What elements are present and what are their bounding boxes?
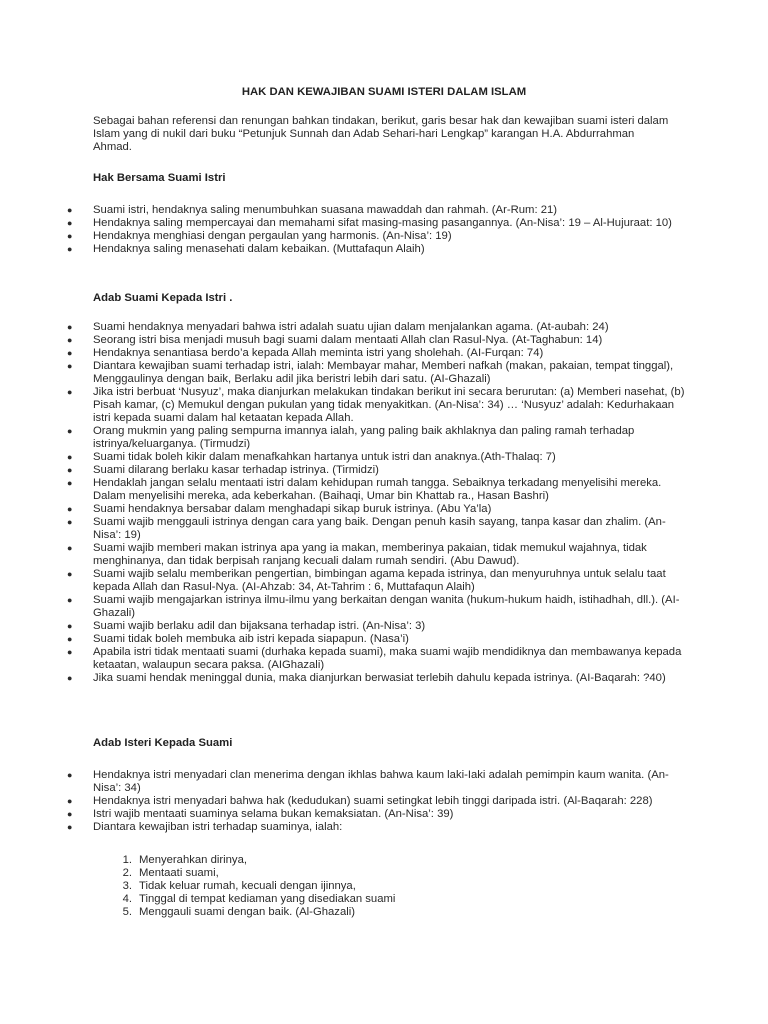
bullet-icon: ● [67,543,73,553]
list-item-text: Suami tidak boleh membuka aib istri kepada siapapun. (Nasa’i) [93,633,409,645]
list-item-text: Suami istri, hendaknya saling menumbuhkan suasana mawaddah dan rahmah. (Ar-Rum: 21) [93,204,558,216]
list-item-text: Seorang istri bisa menjadi musuh bagi suami dalam mentaati Allah clan Rasul-Nya. (At-Taghabun: 14) [93,334,603,346]
bullet-icon: ● [67,504,73,514]
list-item-text: Hendaknya saling mempercayai dan memahami sifat masing-masing pasangannya. (An-Nisa’: 19 – Al-Hujuraat: 10) [93,217,672,229]
numbered-item [0,880,600,893]
document-title: HAK DAN KEWAJIBAN SUAMI ISTERI DALAM ISLAM [241,86,527,98]
bullet-icon: ● [67,634,73,644]
numbered-item [0,867,600,880]
section-heading-adab-isteri: Adab Isteri Kepada Suami [93,737,233,749]
numbered-list-kewajiban-istri [0,854,600,919]
bullet-icon: ● [67,465,73,475]
list-item-text: Hendaknya istri menyadari clan menerima dengan ikhlas bahwa kaum laki-Iaki adalah pemimpin kaum wanita. (An-Nisa’: 34) [93,769,669,794]
section-heading-adab-suami: Adab Suami Kepada Istri . [93,292,233,304]
list-item-text: Diantara kewajiban suami terhadap istri, ialah: Membayar mahar, Memberi nafkah (makan, pakaian, tempat tinggal), Menggaulinya dengan baik, Berlaku adil jika beristri lebih dari satu. (AI-Ghazali) [93,360,674,385]
list-item [0,321,690,334]
list-item [0,821,690,834]
list-item [0,633,690,646]
list-item [0,243,690,256]
list-item [0,217,690,230]
list-item [0,516,690,542]
list-item-text: Hendaknya saling menasehati dalam kebaikan. (Muttafaqun Alaih) [93,243,425,255]
list-item [0,646,690,672]
list-item-text: Diantara kewajiban istri terhadap suaminya, ialah: [93,821,343,833]
bullet-icon: ● [67,673,73,683]
bullet-icon: ● [67,426,73,436]
list-item [0,204,690,217]
bullet-icon: ● [67,387,73,397]
item-number: 1. [122,854,132,866]
bullet-icon: ● [67,322,73,332]
item-number: 2. [122,867,132,879]
numbered-item-text: Tinggal di tempat kediaman yang disediakan suami [139,893,396,905]
intro-paragraph: Sebagai bahan referensi dan renungan bahkan tindakan, berikut, garis besar hak dan kewajiban suami isteri dalam Islam yang di nukil dari buku “Petunjuk Sunnah dan Adab Sehari-hari Lengkap” karangan H.A. Abdurrahman Ahmad. [93,115,669,153]
list-item [0,360,690,386]
list-item [0,464,690,477]
section-heading-hak-bersama: Hak Bersama Suami Istri [93,172,226,184]
bullet-icon: ● [67,822,73,832]
list-item [0,769,690,795]
bullet-icon: ● [67,335,73,345]
list-item-text: Hendaknya istri menyadari bahwa hak (kedudukan) suami setingkat lebih tinggi daripada istri. (Al-Baqarah: 228) [93,795,653,807]
list-item-text: Hendaknya menghiasi dengan pergaulan yang harmonis. (An-Nisa’: 19) [93,230,452,242]
list-item [0,795,690,808]
numbered-item [0,906,600,919]
bullet-icon: ● [67,361,73,371]
bullet-icon: ● [67,517,73,527]
list-item-text: Suami wajib memberi makan istrinya apa yang ia makan, memberinya pakaian, tidak memukul wajahnya, tidak menghinanya, dan tidak berpisah ranjang kecuali dalam rumah sendiri. (Abu Dawud). [93,542,647,567]
list-item-text: Hendaknya senantiasa berdo’a kepada Allah meminta istri yang sholehah. (AI-Furqan: 74) [93,347,544,359]
list-item [0,425,690,451]
numbered-item-text: Tidak keluar rumah, kecuali dengan ijinnya, [139,880,356,892]
numbered-item-text: Menyerahkan dirinya, [139,854,248,866]
bullet-icon: ● [67,595,73,605]
numbered-item [0,854,600,867]
list-item [0,620,690,633]
bullet-icon: ● [67,647,73,657]
numbered-item-text: Mentaati suami, [139,867,219,879]
list-item-text: Jika suami hendak meninggal dunia, maka dianjurkan berwasiat terlebih dahulu kepada istrinya. (AI-Baqarah: ?40) [93,672,666,684]
list-item-text: Jika istri berbuat ‘Nusyuz’, maka dianjurkan melakukan tindakan berikut ini secara berurutan: (a) Memberi nasehat, (b) Pisah kamar, (c) Memukul dengan pukulan yang tidak menyakitkan. (An-Nisa’: 34) … ‘Nusyuz’ adalah: Kedurhakaan istri kepada suami dalam hal ketaatan kepada Allah. [93,386,685,424]
list-item [0,503,690,516]
list-item [0,386,690,425]
bullet-icon: ● [67,205,73,215]
list-item-text: Suami hendaknya bersabar dalam menghadapi sikap buruk istrinya. (Abu Ya’la) [93,503,492,515]
list-item [0,594,690,620]
bullet-icon: ● [67,770,73,780]
bullet-icon: ● [67,809,73,819]
list-item-text: Suami hendaknya menyadari bahwa istri adalah suatu ujian dalam menjalankan agama. (At-aubah: 24) [93,321,609,333]
bullet-icon: ● [67,452,73,462]
bullet-icon: ● [67,569,73,579]
bullet-icon: ● [67,244,73,254]
list-item-text: Suami wajib mengajarkan istrinya ilmu-ilmu yang berkaitan dengan wanita (hukum-hukum haidh, istihadhah, dll.). (AI-Ghazali) [93,594,680,619]
list-item [0,451,690,464]
list-item-text: Orang mukmin yang paling sempurna imannya ialah, yang paling baik akhlaknya dan paling ramah terhadap istrinya/keluarganya. (Tirmudzi) [93,425,635,450]
item-number: 5. [122,906,132,918]
list-item-text: Suami dilarang berlaku kasar terhadap istrinya. (Tirmidzi) [93,464,379,476]
list-item-text: Suami wajib berlaku adil dan bijaksana terhadap istri. (An-Nisa’: 3) [93,620,426,632]
bullet-icon: ● [67,218,73,228]
list-item [0,672,690,685]
list-adab-suami [0,321,690,685]
list-item-text: Suami wajib menggauli istrinya dengan cara yang baik. Dengan penuh kasih sayang, tanpa kasar dan zhalim. (An-Nisa’: 19) [93,516,666,541]
bullet-icon: ● [67,478,73,488]
list-item [0,347,690,360]
bullet-icon: ● [67,348,73,358]
item-number: 3. [122,880,132,892]
list-item [0,334,690,347]
numbered-item [0,893,600,906]
list-item-text: Istri wajib mentaati suaminya selama bukan kemaksiatan. (An-Nisa’: 39) [93,808,454,820]
list-item-text: Suami wajib selalu memberikan pengertian, bimbingan agama kepada istrinya, dan menyuruhnya untuk selalu taat kepada Allah dan Rasul-Nya. (AI-Ahzab: 34, At-Tahrim : 6, Muttafaqun Alaih) [93,568,666,593]
list-item [0,568,690,594]
bullet-icon: ● [67,621,73,631]
list-item [0,542,690,568]
list-item-text: Suami tidak boleh kikir dalam menafkahkan hartanya untuk istri dan anaknya.(Ath-Thalaq: 7) [93,451,556,463]
bullet-icon: ● [67,796,73,806]
list-item [0,477,690,503]
list-item-text: Apabila istri tidak mentaati suami (durhaka kepada suami), maka suami wajib mendidiknya dan membawanya kepada ketaatan, walaupun secara paksa. (AIGhazali) [93,646,682,671]
list-item [0,808,690,821]
item-number: 4. [122,893,132,905]
list-adab-isteri [0,769,690,834]
list-hak-bersama [0,204,690,256]
list-item-text: Hendaklah jangan selalu mentaati istri dalam kehidupan rumah tangga. Sebaiknya terkadang menyelisihi mereka. Dalam menyelisihi mereka, ada keberkahan. (Baihaqi, Umar bin Khattab ra., Hasan Bashri) [93,477,662,502]
list-item [0,230,690,243]
bullet-icon: ● [67,231,73,241]
numbered-item-text: Menggauli suami dengan baik. (Al-Ghazali) [139,906,356,918]
